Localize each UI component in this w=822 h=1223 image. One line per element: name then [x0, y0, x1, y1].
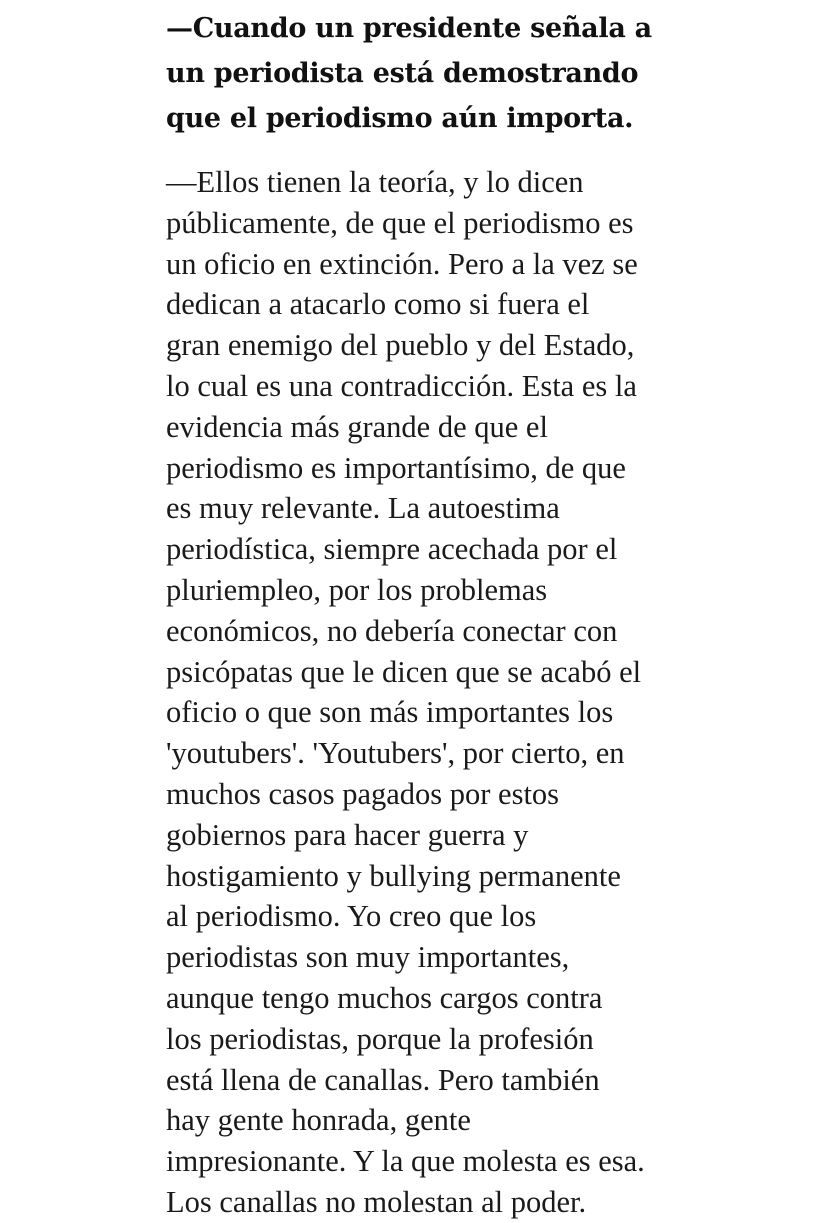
answer-line: Los canallas no molestan al poder. [166, 1184, 587, 1219]
answer-line: —Ellos tienen la teoría, y lo dicen [166, 165, 584, 199]
answer-line: hay gente honrada, gente [166, 1103, 471, 1138]
answer-line: oficio o que son más importantes los [166, 695, 614, 730]
answer-line: aunque tengo muchos cargos contra [166, 980, 603, 1015]
question-line: —Cuando un presidente señala a [166, 13, 652, 44]
answer-line: hostigamiento y bullying permanente [166, 858, 621, 893]
answer-line: al periodismo. Yo creo que los [166, 899, 537, 934]
answer-line: económicos, no debería conectar con [166, 613, 618, 648]
answer-line: dedican a atacarlo como si fuera el [166, 287, 590, 322]
answer-line: periodistas son muy importantes, [166, 940, 570, 975]
answer-line: gran enemigo del pueblo y del Estado, [166, 328, 635, 363]
answer-line: es muy relevante. La autoestima [166, 491, 560, 526]
answer-line: lo cual es una contradicción. Esta es la [166, 368, 637, 403]
answer-line: pluriempleo, por los problemas [166, 572, 548, 607]
answer-line: los periodistas, porque la profesión [166, 1021, 594, 1056]
answer-line: evidencia más grande de que el [166, 409, 548, 444]
answer-line: muchos casos pagados por estos [166, 776, 560, 811]
answer-line: un oficio en extinción. Pero a la vez se [166, 246, 638, 281]
answer-line: públicamente, de que el periodismo es [166, 205, 634, 240]
question-line: que el periodismo aún importa. [166, 103, 634, 134]
answer-line: gobiernos para hacer guerra y [166, 817, 529, 852]
answer-line: está llena de canallas. Pero también [166, 1062, 600, 1097]
answer-line: 'youtubers'. 'Youtubers', por cierto, en [166, 736, 625, 771]
answer-line: periodismo es importantísimo, de que [166, 450, 626, 485]
interview-answer [166, 162, 806, 1223]
interview-excerpt [166, 6, 806, 1219]
answer-line: periodística, siempre acechada por el [166, 532, 618, 567]
answer-line: psicópatas que le dicen que se acabó el [166, 654, 642, 689]
interview-question [166, 6, 806, 141]
question-line: un periodista está demostrando [166, 58, 639, 89]
answer-line: impresionante. Y la que molesta es esa. [166, 1144, 645, 1179]
